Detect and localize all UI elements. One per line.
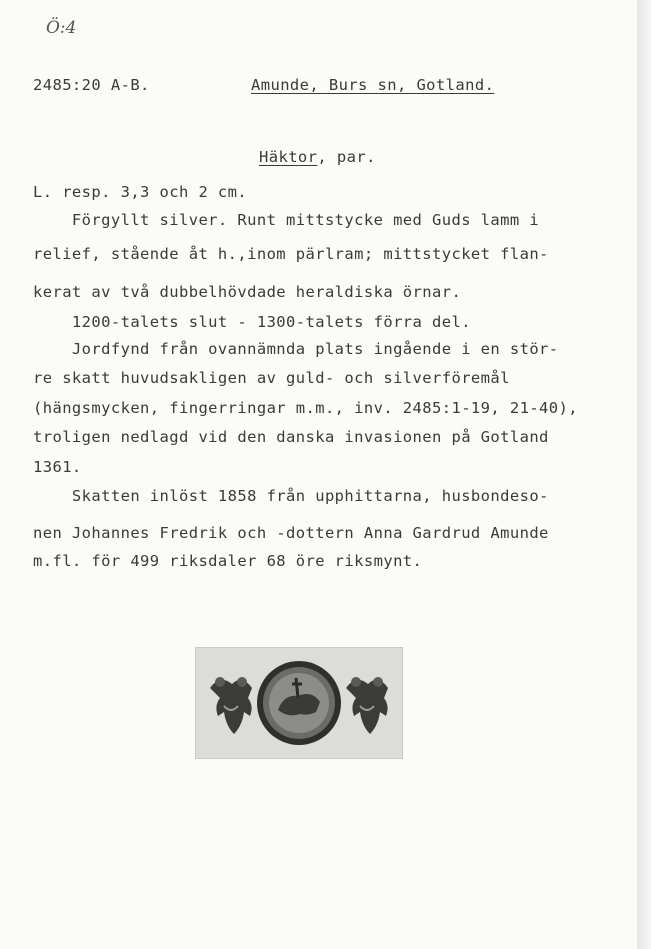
description-line: m.fl. för 499 riksdaler 68 öre riksmynt. (33, 552, 423, 570)
handwritten-reference: Ö:4 (46, 18, 77, 38)
description-line: nen Johannes Fredrik och -dottern Anna Gardrud Amunde (33, 524, 549, 542)
object-title-suffix: , par. (317, 148, 376, 166)
object-title: Häktor (259, 148, 318, 166)
central-medallion (257, 661, 341, 745)
object-title-line (259, 148, 376, 166)
description-line: Skatten inlöst 1858 från upphittarna, husbondeso- (33, 487, 549, 505)
inventory-number: 2485:20 A-B. (33, 76, 150, 94)
clasp-image (196, 648, 402, 758)
description-line: kerat av två dubbelhövdade heraldiska örnar. (33, 283, 462, 301)
description-line: relief, stående åt h.,inom pärlram; mittstycket flan- (33, 245, 549, 263)
dimensions: L. resp. 3,3 och 2 cm. (33, 183, 248, 201)
description-line: (hängsmycken, fingerringar m.m., inv. 2485:1-19, 21-40), (33, 399, 578, 417)
object-photo (195, 647, 403, 759)
find-location: Amunde, Burs sn, Gotland. (251, 76, 495, 94)
description-line: 1200-talets slut - 1300-talets förra del. (33, 313, 471, 331)
scan-edge (637, 0, 651, 949)
description-line: 1361. (33, 458, 82, 476)
description-line: Jordfynd från ovannämnda plats ingående i en stör- (33, 340, 559, 358)
description-line: re skatt huvudsakligen av guld- och silverföremål (33, 369, 510, 387)
description-line: Förgyllt silver. Runt mittstycke med Guds lamm i (33, 211, 540, 229)
description-line: troligen nedlagd vid den danska invasionen på Gotland (33, 428, 549, 446)
